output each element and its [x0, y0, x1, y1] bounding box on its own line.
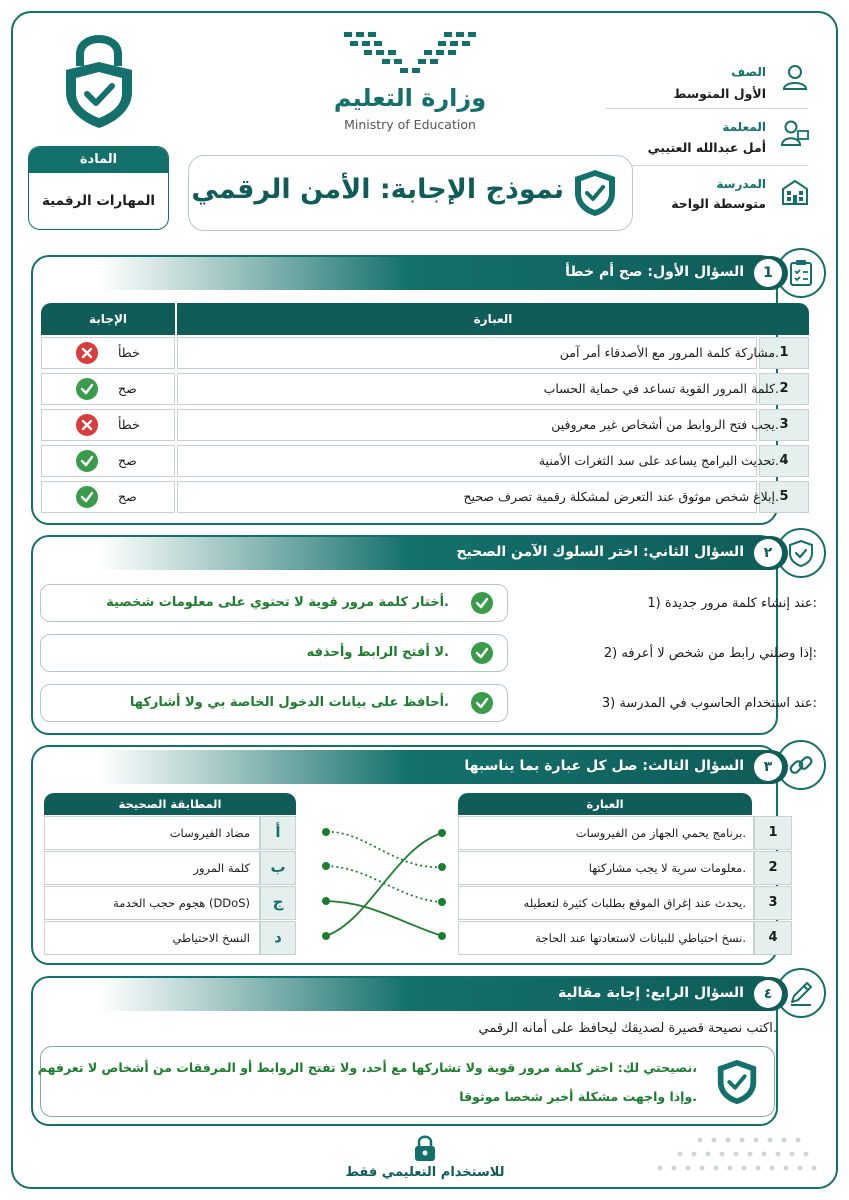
subject-box [28, 146, 169, 230]
answer-cell [41, 409, 175, 441]
lock-shield-icon [60, 30, 138, 130]
ministry-name-ar: وزارة التعليم [333, 84, 487, 112]
shield-icon [787, 539, 815, 567]
match-text: النسخ الاحتياطي [172, 931, 250, 945]
footer [300, 1129, 550, 1184]
decorative-dots [640, 1120, 835, 1186]
question-4-instruction: اكتب نصيحة قصيرة لصديقك ليحافظ على أمانه الرقمي. [478, 1021, 777, 1036]
ministry-name-en: Ministry of Education [344, 117, 476, 132]
check-icon [76, 450, 98, 472]
check-icon [76, 378, 98, 400]
question-1-title: السؤال الأول: صح أم خطأ [565, 264, 744, 280]
question-3-number: ٣ [754, 753, 782, 781]
question-prompt: 2) إذا وصلني رابط من شخص لا أعرفه: [603, 646, 817, 661]
answer-cell [41, 337, 175, 369]
footer-text: للاستخدام التعليمي فقط [345, 1165, 505, 1180]
answer-box [40, 634, 508, 672]
shield-check-icon [572, 168, 618, 218]
cross-icon [76, 342, 98, 364]
grade-info [600, 55, 830, 115]
answer-box [40, 584, 508, 622]
statement-text: تحديث البرامج يساعد على سد الثغرات الأمنية. [538, 453, 779, 468]
answer-text: خطأ [118, 345, 140, 360]
page-title: نموذج الإجابة: الأمن الرقمي [191, 174, 564, 205]
question-prompt: 3) عند استخدام الحاسوب في المدرسة: [601, 696, 817, 711]
link-icon [787, 751, 815, 779]
answer-cell [41, 445, 175, 477]
row-number: 1 [754, 816, 792, 850]
statement-text: معلومات سرية لا يجب مشاركتها. [588, 861, 746, 875]
row-number: 2 [754, 851, 792, 885]
answer-text: لا أفتح الرابط وأحذفه. [306, 645, 449, 660]
answer-text: أحافظ على بيانات الدخول الخاصة بي ولا أشاركها. [129, 695, 449, 710]
title-box [188, 155, 633, 231]
school-icon [780, 177, 810, 207]
match-letter: أ [260, 816, 296, 850]
check-icon [76, 486, 98, 508]
row-number: 5 [759, 481, 809, 513]
grade-value: الأول المتوسط [673, 86, 766, 101]
statement-text: مشاركة كلمة المرور مع الأصدقاء أمر آمن. [559, 345, 779, 360]
match-letter: ج [260, 886, 296, 920]
statement-text: إبلاغ شخص موثوق عند التعرض لمشكلة رقمية تصرف صحيح. [463, 489, 779, 504]
match-letter: د [260, 921, 296, 955]
row-number: 4 [754, 921, 792, 955]
row-number: 2 [759, 373, 809, 405]
statement-text: نسخ احتياطي للبيانات لاستعادتها عند الحاجة. [535, 931, 746, 945]
check-icon [471, 592, 493, 614]
answer-cell [41, 481, 175, 513]
row-number: 4 [759, 445, 809, 477]
essay-answer-line-2: وإذا واجهت مشكلة أخبر شخصا موثوقا. [459, 1089, 697, 1104]
question-2-title: السؤال الثاني: اختر السلوك الآمن الصحيح [456, 544, 744, 560]
shield-check-icon [714, 1058, 760, 1106]
question-prompt: 1) عند إنشاء كلمة مرور جديدة: [647, 596, 817, 611]
teacher-icon [780, 118, 810, 148]
check-icon [471, 642, 493, 664]
question-2-number: ٢ [754, 539, 782, 567]
teacher-label: المعلمة [722, 120, 766, 134]
answer-box [40, 684, 508, 722]
answer-text: صح [118, 381, 137, 396]
statement-text: يجب فتح الروابط من أشخاص غير معروفين. [551, 417, 779, 432]
subject-value: المهارات الرقمية [41, 193, 156, 209]
ministry-logo [330, 26, 490, 136]
answer-text: أختار كلمة مرور قوية لا تحتوي على معلومات شخصية. [106, 595, 449, 610]
subject-label: المادة [29, 147, 168, 173]
question-1-banner [98, 256, 788, 290]
pencil-icon [787, 979, 815, 1007]
question-3-title: السؤال الثالث: صل كل عبارة بما يناسبها [464, 758, 744, 774]
question-4-number: ٤ [754, 980, 782, 1008]
match-text: مضاد الفيروسات [169, 826, 250, 840]
question-4-title: السؤال الرابع: إجابة مقالية [558, 985, 744, 1001]
cross-icon [76, 414, 98, 436]
teacher-value: أمل عبدالله العتيبي [647, 140, 766, 155]
statement-text: يحدث عند إغراق الموقع بطلبات كثيرة لتعطيله. [523, 896, 746, 910]
statement-header: العبارة [458, 793, 752, 815]
question-2-banner [98, 536, 788, 570]
statement-text: كلمة المرور القوية تساعد في حماية الحساب. [543, 381, 779, 396]
answer-cell [41, 373, 175, 405]
statement-header: العبارة [177, 303, 809, 335]
statement-text: برنامج يحمي الجهاز من الفيروسات. [575, 826, 746, 840]
question-3-banner [98, 750, 788, 784]
row-number: 1 [759, 337, 809, 369]
divider [606, 108, 808, 109]
essay-answer-box [37, 1046, 775, 1117]
essay-answer-line-1: نصيحتي لك: اختر كلمة مرور قوية ولا تشاركها مع أحد، ولا تفتح الروابط أو المرفقات من أشخاص لا تعرفهم، [37, 1060, 697, 1075]
match-text: كلمة المرور [193, 861, 250, 875]
row-number: 3 [759, 409, 809, 441]
school-label: المدرسة [716, 177, 766, 191]
question-4-banner [98, 977, 788, 1011]
answer-text: خطأ [118, 417, 140, 432]
question-1-number: 1 [754, 259, 782, 287]
match-text: هجوم حجب الخدمة (DDoS) [113, 896, 250, 910]
match-header: المطابقة الصحيحة [44, 793, 296, 815]
answer-text: صح [118, 489, 137, 504]
divider [606, 165, 808, 166]
padlock-icon [412, 1133, 438, 1163]
grade-label: الصف [731, 65, 766, 79]
school-info [600, 167, 830, 217]
school-value: متوسطة الواحة [671, 196, 766, 211]
ministry-dots-icon [330, 26, 490, 78]
match-letter: ب [260, 851, 296, 885]
answer-header: الإجابة [41, 303, 175, 335]
row-number: 3 [754, 886, 792, 920]
check-icon [471, 692, 493, 714]
answer-text: صح [118, 453, 137, 468]
clipboard-icon [787, 259, 815, 287]
teacher-info [600, 110, 830, 170]
user-icon [780, 62, 810, 92]
